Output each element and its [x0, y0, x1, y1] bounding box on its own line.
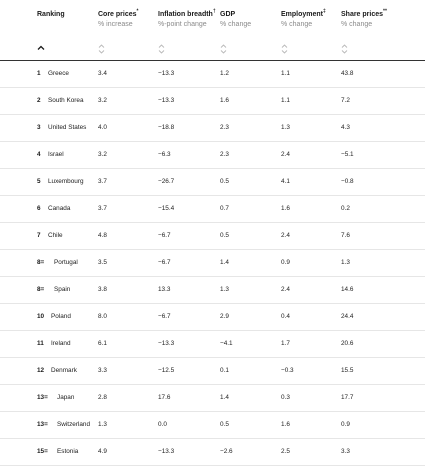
table-row — [0, 331, 425, 358]
sort-controls — [0, 40, 425, 61]
rank-cell: 15= — [37, 448, 48, 455]
gdp-cell: 2.3 — [220, 124, 229, 131]
inflation-breadth-cell: 0.0 — [158, 421, 167, 428]
core-prices-cell: 8.0 — [98, 313, 107, 320]
country-cell: Estonia — [57, 448, 79, 455]
inflation-breadth-cell: 17.6 — [158, 394, 171, 401]
core-prices-cell: 3.7 — [98, 178, 107, 185]
country-cell: Spain — [54, 286, 71, 293]
table-row — [0, 196, 425, 223]
gdp-cell: 1.4 — [220, 259, 229, 266]
share-prices-cell: −0.8 — [341, 178, 354, 185]
employment-cell: 0.4 — [281, 313, 290, 320]
column-subtitle: % change — [220, 21, 252, 28]
column-title: Core prices* — [98, 8, 139, 18]
inflation-breadth-cell: −6.3 — [158, 151, 171, 158]
country-cell: Israel — [48, 151, 64, 158]
column-header-core-prices[interactable] — [98, 10, 138, 30]
table-row — [0, 277, 425, 304]
country-cell: United States — [48, 124, 87, 131]
share-prices-cell: 0.2 — [341, 205, 350, 212]
core-prices-cell: 3.7 — [98, 205, 107, 212]
sort-icon — [219, 43, 228, 55]
country-cell: South Korea — [48, 97, 84, 104]
sort-ranking-button[interactable] — [36, 43, 46, 53]
inflation-breadth-cell: −6.7 — [158, 232, 171, 239]
employment-cell: −0.3 — [281, 367, 294, 374]
sort-gdp-button[interactable] — [219, 43, 228, 55]
table-header — [0, 0, 425, 40]
column-subtitle: % change — [341, 21, 373, 28]
inflation-breadth-cell: −13.3 — [158, 70, 175, 77]
gdp-cell: 0.7 — [220, 205, 229, 212]
sort-icon — [340, 43, 349, 55]
sort-inflation-breadth-button[interactable] — [157, 43, 166, 55]
core-prices-cell: 3.5 — [98, 259, 107, 266]
gdp-cell: 1.6 — [220, 97, 229, 104]
table-row — [0, 61, 425, 88]
employment-cell: 1.7 — [281, 340, 290, 347]
share-prices-cell: 1.3 — [341, 259, 350, 266]
rank-cell: 3 — [37, 124, 41, 131]
share-prices-cell: 0.9 — [341, 421, 350, 428]
share-prices-cell: 14.6 — [341, 286, 354, 293]
employment-cell: 1.1 — [281, 97, 290, 104]
core-prices-cell: 2.8 — [98, 394, 107, 401]
rank-cell: 13= — [37, 421, 48, 428]
column-title: Inflation breadth† — [158, 8, 216, 18]
inflation-breadth-cell: −12.5 — [158, 367, 175, 374]
share-prices-cell: 15.5 — [341, 367, 354, 374]
column-title: Share prices** — [341, 8, 387, 18]
column-subtitle: % change — [281, 21, 313, 28]
column-title: GDP — [220, 11, 236, 18]
inflation-breadth-cell: −6.7 — [158, 313, 171, 320]
country-cell: Chile — [48, 232, 63, 239]
core-prices-cell: 4.9 — [98, 448, 107, 455]
employment-cell: 1.1 — [281, 70, 290, 77]
core-prices-cell: 3.8 — [98, 286, 107, 293]
sort-core-prices-button[interactable] — [97, 43, 106, 55]
core-prices-cell: 3.2 — [98, 151, 107, 158]
rank-cell: 10 — [37, 313, 45, 320]
table-row — [0, 169, 425, 196]
country-cell: Switzerland — [57, 421, 91, 428]
share-prices-cell: 3.3 — [341, 448, 350, 455]
gdp-cell: 0.5 — [220, 421, 229, 428]
column-header-ranking[interactable] — [37, 10, 65, 20]
inflation-breadth-cell: −26.7 — [158, 178, 175, 185]
chevron-up-icon — [36, 43, 46, 53]
table-row — [0, 250, 425, 277]
employment-cell: 2.5 — [281, 448, 290, 455]
gdp-cell: −2.6 — [220, 448, 233, 455]
column-subtitle: %-point change — [158, 21, 207, 28]
gdp-cell: 0.5 — [220, 232, 229, 239]
country-cell: Greece — [48, 70, 69, 77]
share-prices-cell: −5.1 — [341, 151, 354, 158]
inflation-breadth-cell: −13.3 — [158, 448, 175, 455]
inflation-breadth-cell: −13.3 — [158, 340, 175, 347]
column-title: Ranking — [37, 11, 65, 18]
rank-cell: 13= — [37, 394, 48, 401]
country-cell: Poland — [51, 313, 71, 320]
sort-employment-button[interactable] — [280, 43, 289, 55]
gdp-cell: 1.4 — [220, 394, 229, 401]
employment-cell: 1.3 — [281, 124, 290, 131]
core-prices-cell: 4.0 — [98, 124, 107, 131]
inflation-breadth-cell: −6.7 — [158, 259, 171, 266]
table-row — [0, 385, 425, 412]
table-row — [0, 304, 425, 331]
table-row — [0, 88, 425, 115]
country-cell: Denmark — [51, 367, 77, 374]
gdp-cell: 1.2 — [220, 70, 229, 77]
share-prices-cell: 4.3 — [341, 124, 350, 131]
core-prices-cell: 3.4 — [98, 70, 107, 77]
inflation-breadth-cell: 13.3 — [158, 286, 171, 293]
gdp-cell: 0.5 — [220, 178, 229, 185]
core-prices-cell: 6.1 — [98, 340, 107, 347]
share-prices-cell: 24.4 — [341, 313, 354, 320]
share-prices-cell: 7.6 — [341, 232, 350, 239]
gdp-cell: 1.3 — [220, 286, 229, 293]
share-prices-cell: 17.7 — [341, 394, 354, 401]
rank-cell: 12 — [37, 367, 45, 374]
employment-cell: 2.4 — [281, 151, 290, 158]
table-row — [0, 115, 425, 142]
table-row — [0, 223, 425, 250]
rank-cell: 8= — [37, 286, 45, 293]
share-prices-cell: 43.8 — [341, 70, 354, 77]
employment-cell: 4.1 — [281, 178, 290, 185]
table-row — [0, 358, 425, 385]
rank-cell: 1 — [37, 70, 41, 77]
employment-cell: 1.6 — [281, 421, 290, 428]
country-cell: Ireland — [51, 340, 71, 347]
gdp-cell: 2.3 — [220, 151, 229, 158]
table-row — [0, 439, 425, 466]
rank-cell: 2 — [37, 97, 41, 104]
employment-cell: 2.4 — [281, 286, 290, 293]
gdp-cell: 0.1 — [220, 367, 229, 374]
core-prices-cell: 3.3 — [98, 367, 107, 374]
core-prices-cell: 3.2 — [98, 97, 107, 104]
employment-cell: 0.9 — [281, 259, 290, 266]
column-header-employment[interactable] — [281, 10, 326, 30]
rank-cell: 7 — [37, 232, 41, 239]
table-row — [0, 142, 425, 169]
sort-icon — [157, 43, 166, 55]
column-subtitle: % increase — [98, 21, 133, 28]
country-cell: Portugal — [54, 259, 78, 266]
core-prices-cell: 4.8 — [98, 232, 107, 239]
inflation-breadth-cell: −15.4 — [158, 205, 175, 212]
country-cell: Luxembourg — [48, 178, 84, 185]
share-prices-cell: 7.2 — [341, 97, 350, 104]
sort-share-prices-button[interactable] — [340, 43, 349, 55]
table-row — [0, 412, 425, 439]
column-header-share-prices[interactable] — [341, 10, 387, 30]
rank-cell: 5 — [37, 178, 41, 185]
employment-cell: 2.4 — [281, 232, 290, 239]
sort-icon — [280, 43, 289, 55]
column-header-inflation-breadth[interactable] — [158, 10, 216, 30]
sort-icon — [97, 43, 106, 55]
rank-cell: 11 — [37, 340, 44, 347]
gdp-cell: −4.1 — [220, 340, 233, 347]
country-cell: Japan — [57, 394, 75, 401]
inflation-breadth-cell: −18.8 — [158, 124, 175, 131]
gdp-cell: 2.9 — [220, 313, 229, 320]
employment-cell: 1.6 — [281, 205, 290, 212]
rank-cell: 8= — [37, 259, 45, 266]
employment-cell: 0.3 — [281, 394, 290, 401]
rank-cell: 6 — [37, 205, 41, 212]
core-prices-cell: 1.3 — [98, 421, 107, 428]
share-prices-cell: 20.6 — [341, 340, 354, 347]
rank-cell: 4 — [37, 151, 41, 158]
column-title: Employment‡ — [281, 8, 326, 18]
column-header-gdp[interactable] — [220, 10, 251, 30]
country-cell: Canada — [48, 205, 71, 212]
inflation-breadth-cell: −13.3 — [158, 97, 175, 104]
